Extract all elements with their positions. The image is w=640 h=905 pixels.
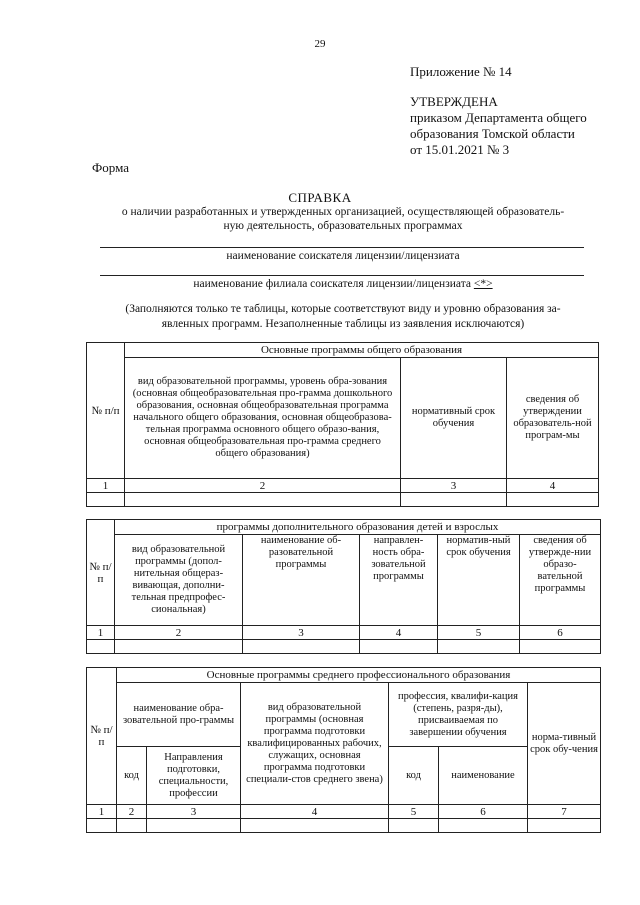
t1-cell[interactable]: [401, 493, 507, 507]
t2-cell[interactable]: [243, 640, 360, 654]
t3-cell[interactable]: [389, 819, 439, 833]
note-line-1: (Заполняются только те таблицы, которые соответствуют виду и уровню образования за-: [125, 303, 561, 315]
t2-num-5: 5: [438, 626, 520, 640]
t1-col-term: нормативный срок обучения: [401, 358, 507, 479]
t3-col-kind: вид образовательной программы (основная программа подготовки квалифицированных рабочих, служащих, основная программа подготовки специали-стов среднего звена): [241, 683, 389, 805]
t3-group-header: Основные программы среднего профессионального образования: [117, 668, 601, 683]
fill-note: [88, 302, 598, 332]
form-label: Форма: [92, 160, 129, 175]
t2-cell[interactable]: [360, 640, 438, 654]
subtitle-line-2: ную деятельность, образовательных программах: [223, 220, 463, 232]
t2-num-2: 2: [115, 626, 243, 640]
approval-line-3: от 15.01.2021 № 3: [410, 142, 510, 157]
t3-num-4: 4: [241, 805, 389, 819]
t1-cell[interactable]: [87, 493, 125, 507]
table-additional-education: [86, 519, 601, 654]
t1-num-4: 4: [507, 479, 599, 493]
t2-col-kind: вид образовательной программы (допол-нительная общераз-вивающая, дополни-тельная предпрофес-сиональная): [115, 535, 243, 626]
t3-col-name-group: наименование обра-зовательной про-граммы: [117, 683, 241, 747]
t2-col-term: норматив-ный срок обучения: [438, 535, 520, 626]
t2-col-no: № п/п: [87, 520, 115, 626]
t3-col-qual-group: профессия, квалифи-кация (степень, разря-ды), присваиваемая по завершении обучения: [389, 683, 528, 747]
t1-num-2: 2: [125, 479, 401, 493]
t3-col-directions: Направления подготовки, специальности, профессии: [147, 747, 241, 805]
t2-cell[interactable]: [520, 640, 601, 654]
footnote-mark: <*>: [473, 278, 493, 290]
table-general-education: [86, 342, 599, 507]
t3-num-2: 2: [117, 805, 147, 819]
page-number: 29: [314, 38, 326, 50]
t3-num-1: 1: [87, 805, 117, 819]
t3-num-7: 7: [528, 805, 601, 819]
t1-col-info: сведения об утверждении образователь-ной програм-мы: [507, 358, 599, 479]
t1-cell[interactable]: [507, 493, 599, 507]
t1-group-header: Основные программы общего образования: [125, 343, 599, 358]
t3-num-5: 5: [389, 805, 439, 819]
t3-cell[interactable]: [439, 819, 528, 833]
document-title: СПРАВКА: [288, 190, 352, 205]
t3-cell[interactable]: [241, 819, 389, 833]
t1-col-no: № п/п: [87, 343, 125, 479]
t3-cell[interactable]: [117, 819, 147, 833]
t3-num-3: 3: [147, 805, 241, 819]
branch-caption: [88, 278, 598, 290]
t3-col-qual-name: наименование: [439, 747, 528, 805]
t1-num-1: 1: [87, 479, 125, 493]
appendix-label: Приложение № 14: [410, 64, 512, 79]
t1-col-kind: вид образовательной программы, уровень обра-зования (основная общеобразовательная про-грамма дошкольного образования, основная общеобразовательная программа начального общего образования, основная общеобразова-тельная программа основного общего образо-вания, основная общеобразовательная про-грамма среднего общего образования): [125, 358, 401, 479]
t2-num-3: 3: [243, 626, 360, 640]
applicant-caption: наименование соискателя лицензии/лицензиата: [226, 250, 460, 262]
subtitle-line-1: о наличии разработанных и утвержденных организацией, осуществляющей образователь-: [121, 206, 565, 218]
document-subtitle: [88, 205, 598, 233]
t2-col-direction: направлен-ность обра-зовательной программы: [360, 535, 438, 626]
t3-col-code: код: [117, 747, 147, 805]
t2-group-header: программы дополнительного образования детей и взрослых: [115, 520, 601, 535]
branch-name-line[interactable]: [100, 275, 584, 276]
t3-cell[interactable]: [87, 819, 117, 833]
t3-col-term: норма-тивный срок обу-чения: [528, 683, 601, 805]
branch-caption-text: наименование филиала соискателя лицензии/лицензиата: [193, 278, 471, 290]
applicant-name-line[interactable]: [100, 247, 584, 248]
approval-block: [410, 64, 587, 158]
t2-num-4: 4: [360, 626, 438, 640]
t2-col-name: наименование об-разовательной программы: [243, 535, 360, 626]
table-vocational-education: [86, 667, 601, 833]
t2-col-info: сведения об утвержде-нии образо-вательной программы: [520, 535, 601, 626]
t1-empty-row[interactable]: [87, 493, 599, 507]
t2-empty-row[interactable]: [87, 640, 601, 654]
t1-num-3: 3: [401, 479, 507, 493]
t2-cell[interactable]: [115, 640, 243, 654]
t3-col-no: № п/п: [87, 668, 117, 805]
t2-cell[interactable]: [438, 640, 520, 654]
t1-cell[interactable]: [125, 493, 401, 507]
t3-num-6: 6: [439, 805, 528, 819]
t2-num-6: 6: [520, 626, 601, 640]
t3-empty-row[interactable]: [87, 819, 601, 833]
t2-num-1: 1: [87, 626, 115, 640]
approval-line-1: приказом Департамента общего: [410, 110, 587, 125]
t2-cell[interactable]: [87, 640, 115, 654]
approved-label: УТВЕРЖДЕНА: [410, 94, 498, 109]
t3-cell[interactable]: [147, 819, 241, 833]
t3-cell[interactable]: [528, 819, 601, 833]
note-line-2: явленных программ. Незаполненные таблицы из заявления исключаются): [161, 318, 525, 330]
approval-line-2: образования Томской области: [410, 126, 575, 141]
t3-col-qual-code: код: [389, 747, 439, 805]
